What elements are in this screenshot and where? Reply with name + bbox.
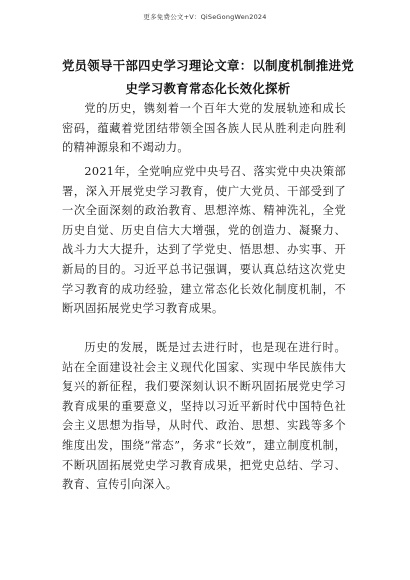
paragraph: 2021年，全党响应党中央号召、落实党中央决策部署，深入开展党史学习教育，使广大党员、干部受到了一次全面深刻的政治教育、思想淬炼、精神洗礼，全党历史自觉、历史自信大大增强，党的创造力、凝聚力、战斗力大大提升，达到了学党史、悟思想、办实事、开新局的目的。习近平总书记强调，要认真总结这次党史学习教育的成功经验，建立常态化长效化制度机制，不断巩固拓展党史学习教育成果。	[62, 165, 346, 316]
paragraph: 历史的发展，既是过去进行时，也是现在进行时。站在全面建设社会主义现代化国家、实现中华民族伟大复兴的新征程，我们要深刻认识不断巩固拓展党史学习教育成果的重要意义，坚持以习近平新时代中国特色社会主义思想为指导，从时代、政治、思想、实践等多个维度出发，围绕“常态”，务求“长效”，建立制度机制，不断巩固拓展党史学习教育成果，把党史总结、学习、教育、宣传引向深入。	[62, 341, 346, 492]
header-note: 更多免费公文+V：QiSeGongWen2024	[143, 13, 267, 21]
paragraph: 党的历史，镌刻着一个百年大党的发展轨迹和成长密码，蕴藏着党团结带领全国各族人民从胜利走向胜利的精神源泉和不竭动力。	[62, 102, 346, 155]
document-title: 党员领导干部四史学习理论文章：以制度机制推进党史学习教育常态化长效化探析	[61, 59, 355, 96]
